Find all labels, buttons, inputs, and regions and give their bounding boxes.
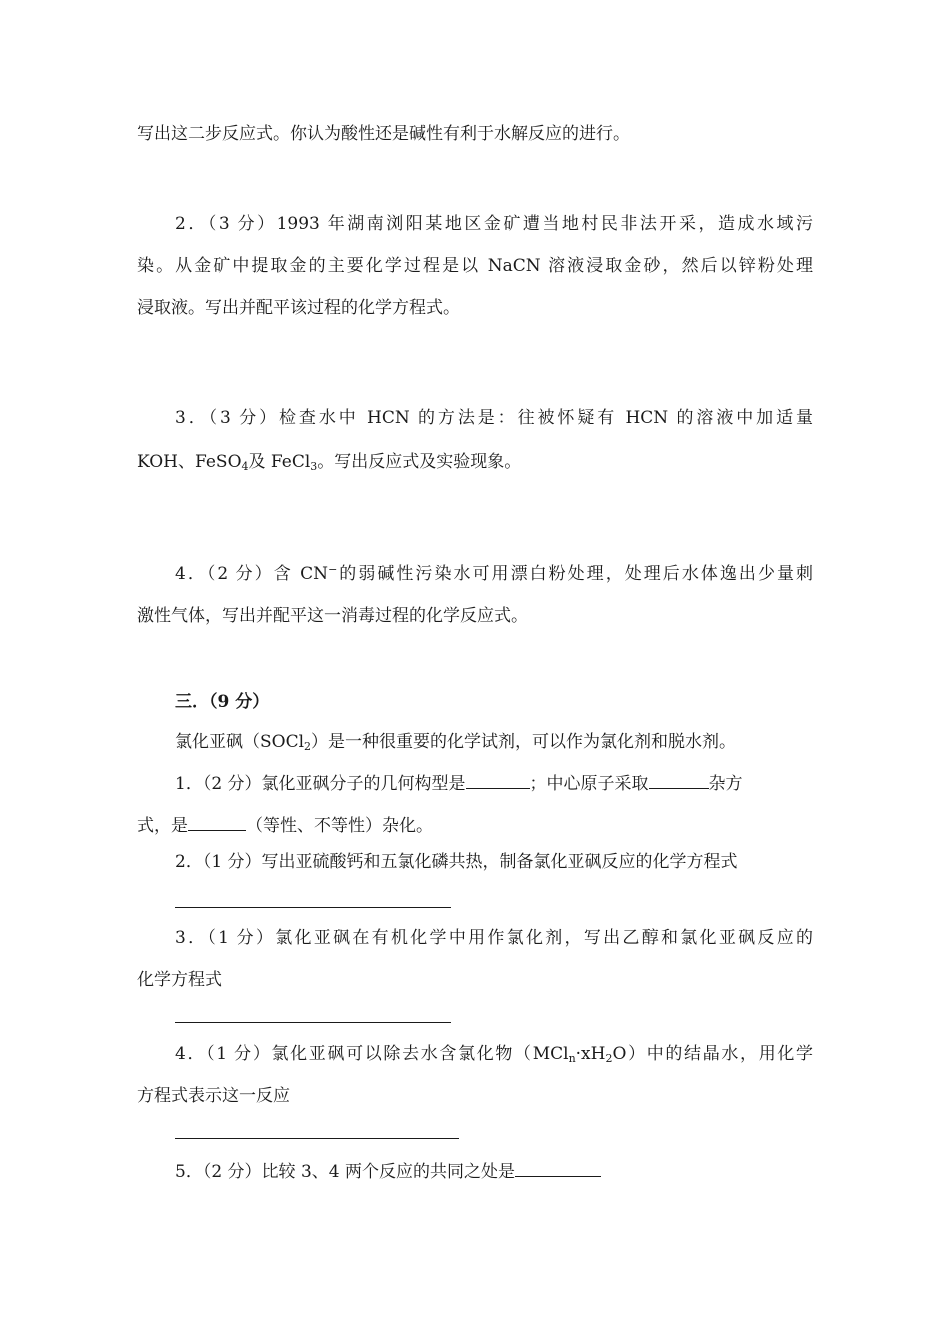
s1-line-1-c: 杂方 [708,774,743,794]
s1-line-2 [137,812,813,836]
s1-blank-equivalence[interactable] [188,812,246,831]
s4-line-1-a: 4．（1 分）氯化亚砜可以除去水含氯化物（MCl [175,1044,569,1064]
s2-answer-line[interactable] [175,907,451,908]
section3-intro [175,730,813,754]
s5-blank-common[interactable] [515,1158,601,1177]
s5-line-1 [175,1158,813,1182]
q2-line-2: 染。从金矿中提取金的主要化学过程是以 NaCN 溶液浸取金砂，然后以锌粉处理 [137,256,813,276]
q3-line-2-b: 及 FeCl [248,452,311,472]
section3-intro-b: ）是一种很重要的化学试剂，可以作为氯化剂和脱水剂。 [311,732,737,752]
s3-line-2: 化学方程式 [137,970,222,990]
q4-line-1-a: 4．（2 分）含 CN [175,564,329,584]
s3-line-1: 3．（1 分）氯化亚砜在有机化学中用作氯化剂，写出乙醇和氯化亚砜反应的 [175,928,813,948]
s1-line-1 [175,770,813,794]
intro-line: 写出这二步反应式。你认为酸性还是碱性有利于水解反应的进行。 [137,124,630,144]
s1-line-2-b: （等性、不等性）杂化。 [246,816,433,836]
q3-line-2-a: KOH、FeSO [137,452,242,472]
s5-line-1-a: 5．（2 分）比较 3、4 两个反应的共同之处是 [175,1162,515,1182]
s4-sub-n: n [568,1052,576,1065]
q3-sub-4: 4 [241,460,249,473]
q2-line-3: 浸取液。写出并配平该过程的化学方程式。 [137,298,460,318]
section3-intro-sub: 2 [304,740,312,753]
s3-answer-line[interactable] [175,1022,451,1023]
section3-heading: 三．（9 分） [175,692,270,712]
q3-line-1: 3．（3 分）检查水中 HCN 的方法是：往被怀疑有 HCN 的溶液中加适量 [175,408,813,428]
q4-line-1-b: 的弱碱性污染水可用漂白粉处理，处理后水体逸出少量刺 [337,564,814,584]
s1-blank-hybridization[interactable] [649,770,709,789]
s1-line-1-b: ；中心原子采取 [529,774,649,794]
s1-blank-geometry[interactable] [466,770,530,789]
q3-sub-3: 3 [310,460,318,473]
s4-line-2: 方程式表示这一反应 [137,1086,290,1106]
s4-answer-line[interactable] [175,1138,459,1139]
q3-line-2 [137,450,813,474]
s4-sub-2: 2 [605,1052,613,1065]
q4-sup-minus: − [328,563,338,576]
s4-line-1-c: O）中的结晶水，用化学 [612,1044,814,1064]
s4-line-1-b: ·xH [575,1044,606,1064]
s1-line-1-a: 1．（2 分）氯化亚砜分子的几何构型是 [175,774,466,794]
s1-line-2-a: 式，是 [137,816,188,836]
s2-line-1: 2．（1 分）写出亚硫酸钙和五氯化磷共热，制备氯化亚砜反应的化学方程式 [175,852,738,872]
q4-line-2: 激性气体，写出并配平这一消毒过程的化学反应式。 [137,606,528,626]
section3-intro-a: 氯化亚砜（SOCl [175,732,305,752]
q2-line-1: 2．（3 分）1993 年湖南浏阳某地区金矿遭当地村民非法开采，造成水域污 [175,214,813,234]
s4-line-1 [175,1042,813,1066]
q4-line-1 [175,562,813,586]
q3-line-2-c: 。写出反应式及实验现象。 [317,452,522,472]
